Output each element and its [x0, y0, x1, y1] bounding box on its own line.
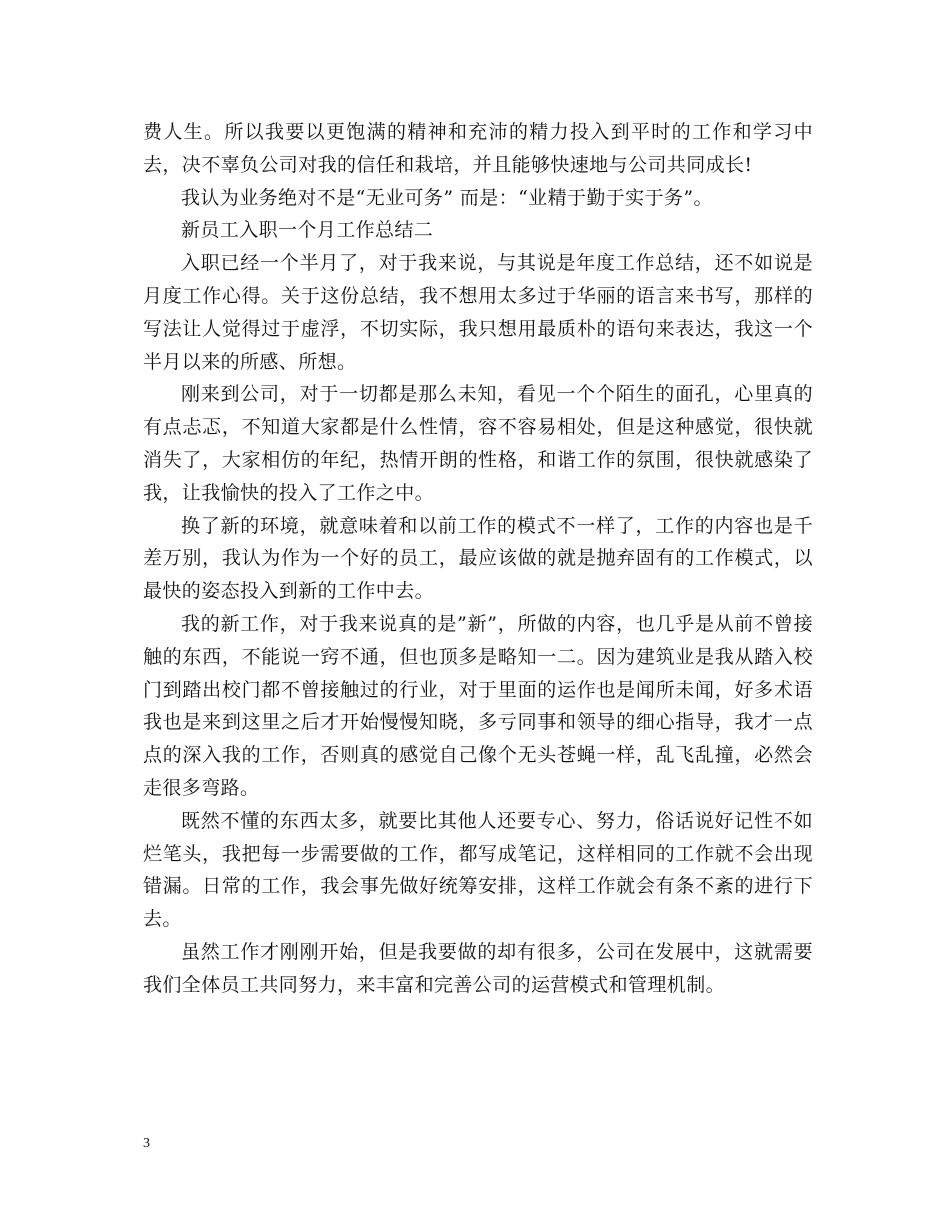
paragraph-new-environment: 换了新的环境，就意味着和以前工作的模式不一样了，工作的内容也是千差万别，我认为作为一个好的员工，最应该做的就是抛弃固有的工作模式，以最快的姿态投入到新的工作中去。 — [143, 514, 813, 603]
paragraph-conclusion: 虽然工作才刚刚开始，但是我要做的却有很多，公司在发展中，这就需要我们全体员工共同努力，来丰富和完善公司的运营模式和管理机制。 — [143, 940, 813, 996]
paragraph-intro: 入职已经一个半月了，对于我来说，与其说是年度工作总结，还不如说是月度工作心得。关于这份总结，我不想用太多过于华丽的语言来书写，那样的写法让人觉得过于虚浮，不切实际，我只想用最质朴的语句来表达，我这一个半月以来的所感、所想。 — [143, 252, 813, 373]
paragraph-arrival: 刚来到公司，对于一切都是那么未知，看见一个个陌生的面孔，心里真的有点忐忑，不知道大家都是什么性情，容不容易相处，但是这种感觉，很快就消失了，大家相仿的年纪，热情开朗的性格，和谐工作的氛围，很快就感染了我，让我愉快的投入了工作之中。 — [143, 383, 813, 504]
section-heading: 新员工入职一个月工作总结二 — [181, 219, 434, 242]
paragraph-continuation: 费人生。所以我要以更饱满的精神和充沛的精力投入到平时的工作和学习中去，决不辜负公司对我的信任和栽培，并且能够快速地与公司共同成长! — [143, 121, 813, 176]
paragraph-new-work: 我的新工作，对于我来说真的是”新”，所做的内容，也几乎是从前不曾接触的东西，不能说一窍不通，但也顶多是略知一二。因为建筑业是我从踏入校门到踏出校门都不曾接触过的行业，对于里面的运作也是闻所未闻，好多术语我也是来到这里之后才开始慢慢知晓，多亏同事和领导的细心指导，我才一点点的深入我的工作，否则真的感觉自己像个无头苍蝇一样，乱飞乱撞，必然会走很多弯路。 — [143, 612, 813, 799]
paragraph-business-motto: 我认为业务绝对不是“无业可务” 而是：“业精于勤于实于务”。 — [181, 186, 713, 209]
document-body — [143, 116, 813, 1002]
paragraph-notes: 既然不懂的东西太多，就要比其他人还要专心、努力，俗话说好记性不如烂笔头，我把每一步需要做的工作，都写成笔记，这样相同的工作就不会出现错漏。日常的工作，我会事先做好统筹安排，这样工作就会有条不紊的进行下去。 — [143, 809, 813, 931]
page-number: 3 — [143, 1136, 150, 1151]
